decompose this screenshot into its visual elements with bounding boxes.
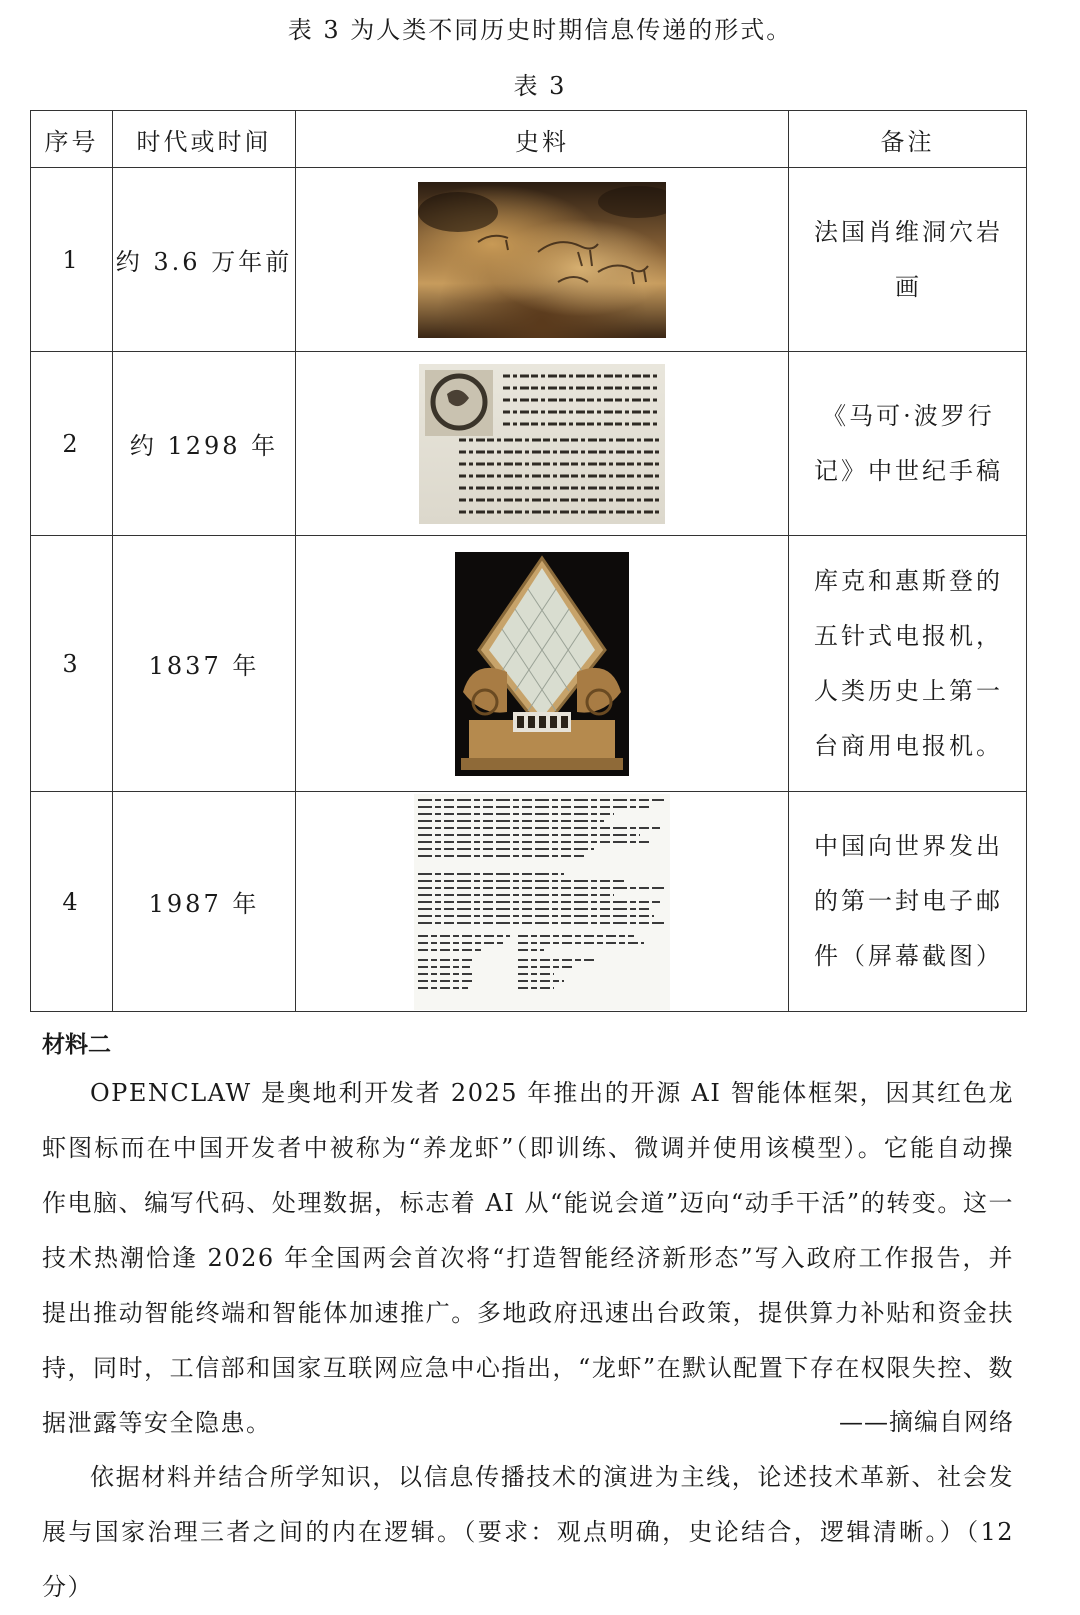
table-row <box>31 792 1027 1012</box>
row-note: 中国向世界发出的第一封电子邮件（屏幕截图） <box>789 792 1027 1012</box>
history-table <box>30 110 1027 1012</box>
material-title: 材料二 <box>42 1032 111 1058</box>
email-screenshot-image <box>414 794 670 1010</box>
row-time: 1837 年 <box>113 536 296 792</box>
row-time: 约 1298 年 <box>113 352 296 536</box>
header-note: 备注 <box>789 111 1027 168</box>
row-image-cell <box>296 352 789 536</box>
row-time: 约 3.6 万年前 <box>113 168 296 352</box>
manuscript-image <box>419 364 665 524</box>
row-image-cell <box>296 536 789 792</box>
material-paragraph: OPENCLAW 是奥地利开发者 2025 年推出的开源 AI 智能体框架，因其红色龙虾图标而在中国开发者中被称为“养龙虾”（即训练、微调并使用该模型）。它能自动操作电脑、编写代码、处理数据，标志着 AI 从“能说会道”迈向“动手干活”的转变。这一技术热潮恰逢 2026 年全国两会首次将“打造智能经济新形态”写入政府工作报告，并提出推动智能终端和智能体加速推广。多地政府迅速出台政策，提供算力补贴和资金扶持，同时，工信部和国家互联网应急中心指出，“龙虾”在默认配置下存在权限失控、数据泄露等安全隐患。 <box>42 1079 1014 1437</box>
source-attribution: ——摘编自网络 <box>839 1408 1014 1436</box>
header-time: 时代或时间 <box>113 111 296 168</box>
row-note: 库克和惠斯登的五针式电报机，人类历史上第一台商用电报机。 <box>789 536 1027 792</box>
row-image-cell <box>296 792 789 1012</box>
intro-sentence: 表 3 为人类不同历史时期信息传递的形式。 <box>287 16 793 44</box>
header-source: 史料 <box>296 111 789 168</box>
row-note: 《马可·波罗行记》中世纪手稿 <box>789 352 1027 536</box>
row-image-cell <box>296 168 789 352</box>
row-time: 1987 年 <box>113 792 296 1012</box>
row-no: 1 <box>31 168 113 352</box>
table-row <box>31 536 1027 792</box>
row-no: 4 <box>31 792 113 1012</box>
table-row <box>31 352 1027 536</box>
table-caption: 表 3 <box>513 72 567 100</box>
cave-painting-image <box>418 182 666 338</box>
row-no: 3 <box>31 536 113 792</box>
question-text: 依据材料并结合所学知识，以信息传播技术的演进为主线，论述技术革新、社会发展与国家治理三者之间的内在逻辑。（要求：观点明确，史论结合，逻辑清晰。）（12 分） <box>42 1463 1014 1601</box>
row-note: 法国肖维洞穴岩画 <box>789 168 1027 352</box>
table-header-row <box>31 111 1027 168</box>
table-row <box>31 168 1027 352</box>
row-no: 2 <box>31 352 113 536</box>
telegraph-image <box>455 552 629 776</box>
header-no: 序号 <box>31 111 113 168</box>
